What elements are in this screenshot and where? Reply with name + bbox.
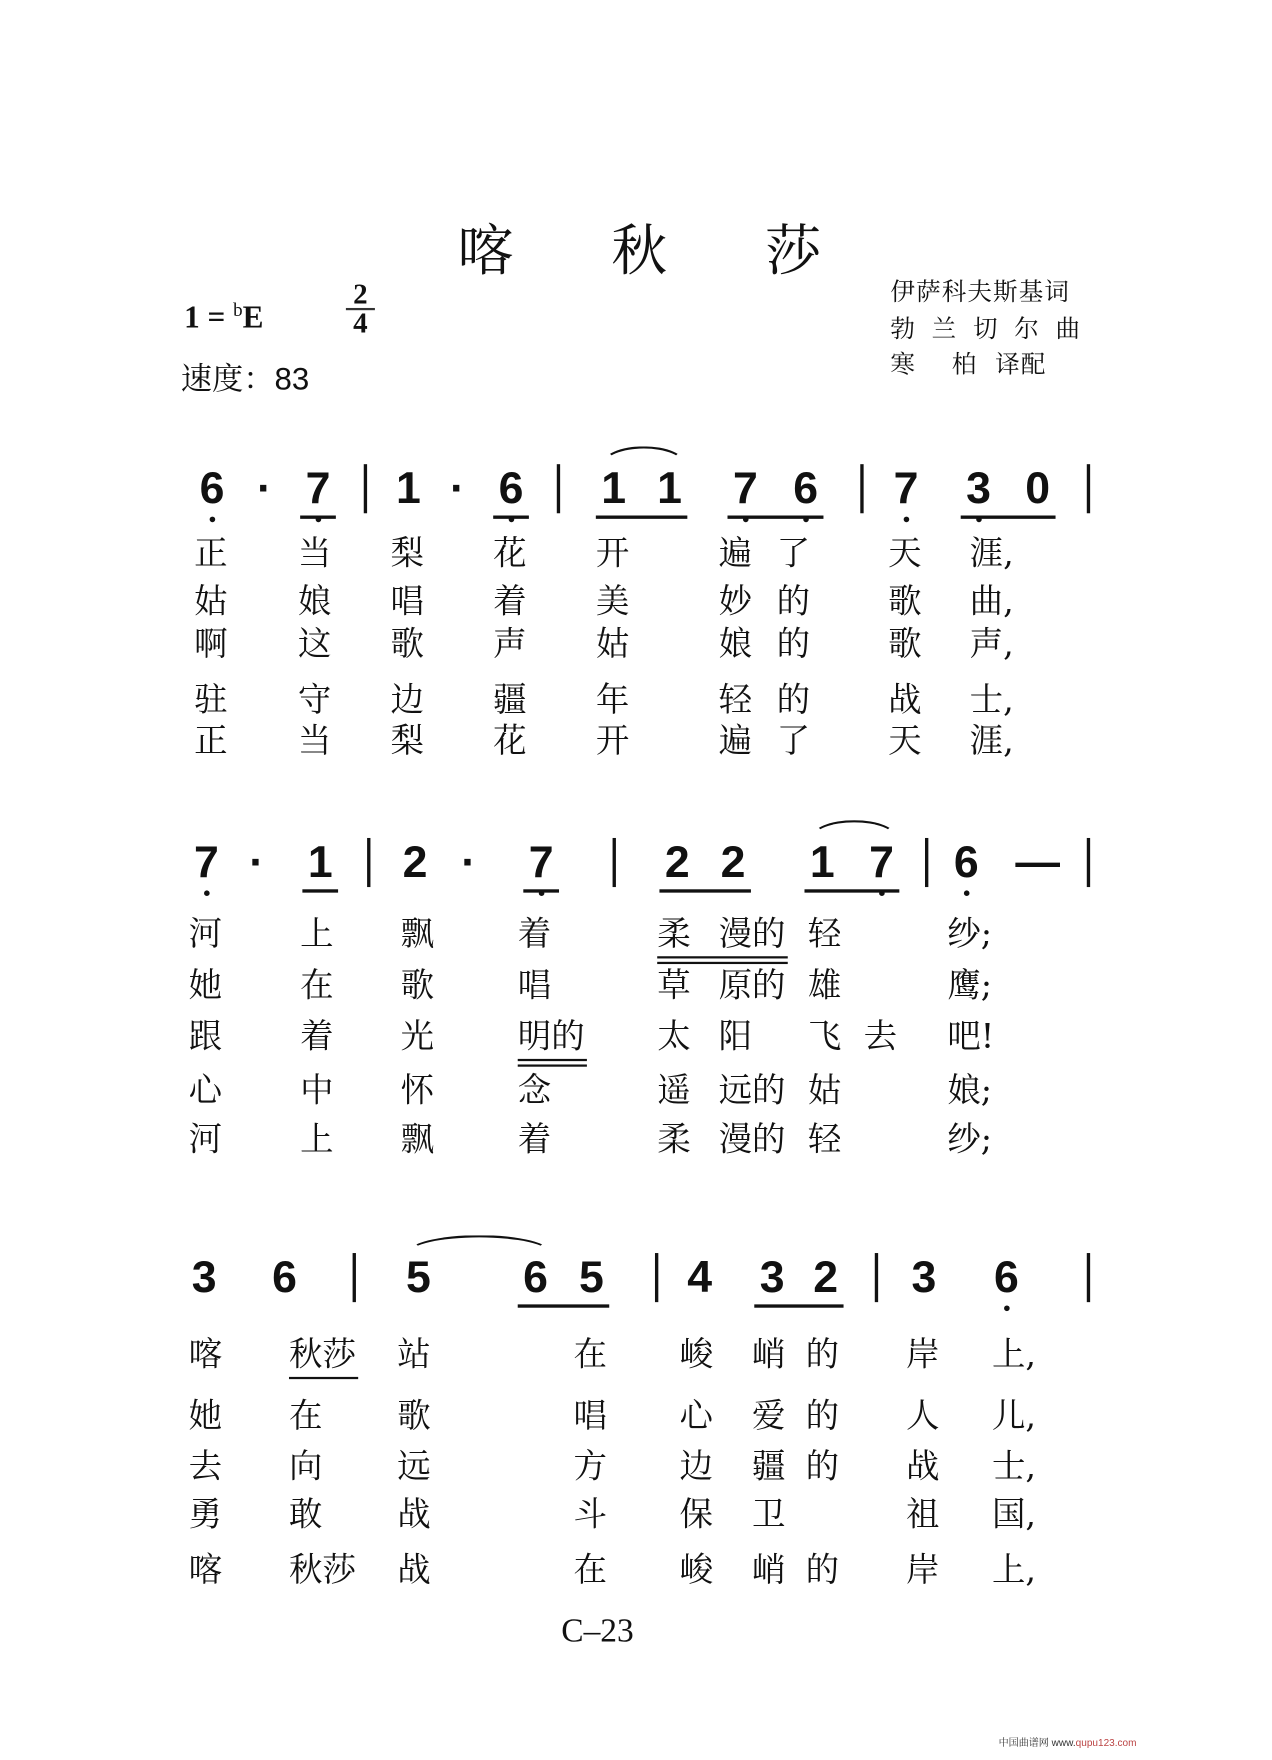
lyric-char: 花 bbox=[493, 721, 527, 761]
lyric-char: 爱 bbox=[752, 1396, 786, 1437]
lyric-char: 遍 bbox=[718, 721, 753, 761]
note: 1 bbox=[809, 837, 835, 888]
note: 7 bbox=[733, 466, 758, 511]
lyric-char: 的 bbox=[776, 624, 811, 664]
barline bbox=[1087, 464, 1090, 513]
flat-sign: b bbox=[233, 299, 243, 321]
lyric-char: 飞 bbox=[807, 1017, 842, 1057]
underline-beam bbox=[804, 889, 899, 892]
lyric-char: 秋莎 bbox=[288, 1335, 356, 1375]
underline-beam bbox=[596, 515, 687, 518]
note: 6 bbox=[200, 466, 225, 511]
note: 2 bbox=[813, 1253, 839, 1303]
note: 1 bbox=[307, 837, 333, 888]
lyric-char: 疆 bbox=[493, 680, 527, 720]
key-signature bbox=[184, 299, 263, 336]
low-octave-dot bbox=[204, 890, 210, 896]
lyric-char: 上 bbox=[300, 1120, 334, 1160]
underline-beam bbox=[302, 889, 338, 892]
note: 2 bbox=[402, 837, 428, 888]
watermark-site: qupu123.com bbox=[1075, 1737, 1137, 1749]
note: 6 bbox=[272, 1253, 297, 1303]
barline bbox=[1087, 1253, 1090, 1302]
note: 7 bbox=[869, 840, 894, 885]
lyric-char: 驻 bbox=[194, 680, 228, 720]
lyric-char: 曲, bbox=[969, 582, 1014, 622]
lyric-char: 岸 bbox=[906, 1335, 940, 1375]
lyric-char: 战 bbox=[397, 1495, 431, 1535]
lyric-char: 在 bbox=[300, 966, 334, 1006]
lyric-char: 吧! bbox=[947, 1017, 995, 1057]
lyric-underline bbox=[657, 962, 788, 964]
note: 1 bbox=[395, 464, 421, 514]
lyric-char: 峻 bbox=[679, 1335, 713, 1375]
lyric-char: 当 bbox=[297, 534, 332, 574]
lyric-char: 祖 bbox=[906, 1495, 940, 1535]
barline bbox=[1087, 838, 1090, 887]
dot-extension: · bbox=[461, 837, 477, 888]
lyric-char: 漫的 bbox=[718, 914, 786, 955]
lyric-char: 姑 bbox=[595, 624, 630, 664]
dot-extension: · bbox=[257, 464, 272, 514]
lyric-char: 向 bbox=[288, 1447, 323, 1487]
barline bbox=[655, 1253, 658, 1302]
lyric-char: 姑 bbox=[807, 1071, 842, 1111]
lyric-char: 边 bbox=[679, 1447, 713, 1487]
barline bbox=[353, 1253, 356, 1302]
lyric-char: 怀 bbox=[400, 1071, 435, 1111]
lyric-char: 的 bbox=[805, 1335, 840, 1375]
lyric-char: 原的 bbox=[718, 966, 786, 1006]
underline-beam bbox=[493, 515, 529, 518]
translator-credit: 寒 柏 译配 bbox=[890, 351, 1047, 380]
lyric-char: 峭 bbox=[752, 1335, 786, 1375]
lyric-char: 开 bbox=[595, 534, 630, 574]
lyric-char: 的 bbox=[805, 1396, 840, 1437]
lyric-char: 飘 bbox=[400, 1120, 435, 1160]
note: 2 bbox=[720, 837, 746, 888]
lyric-char: 方 bbox=[573, 1447, 607, 1487]
note: 1 bbox=[601, 464, 627, 514]
note: 6 bbox=[994, 1255, 1019, 1300]
lyric-char: 去 bbox=[188, 1447, 223, 1487]
lyric-char: 着 bbox=[517, 914, 552, 955]
lyric-char: 声, bbox=[969, 624, 1014, 664]
lyric-char: 战 bbox=[888, 680, 922, 720]
note: 6 bbox=[954, 840, 979, 885]
note: 1 bbox=[657, 464, 682, 514]
lyric-char: 峭 bbox=[752, 1550, 786, 1591]
lyric-char: 秋莎 bbox=[288, 1550, 356, 1591]
lyric-char: 了 bbox=[776, 534, 811, 574]
note: 7 bbox=[194, 840, 219, 885]
note: 3 bbox=[966, 466, 991, 511]
key-prefix: 1 = bbox=[184, 300, 234, 336]
lyric-char: 娘 bbox=[297, 582, 332, 622]
lyric-char: 岸 bbox=[906, 1550, 940, 1591]
lyric-char: 心 bbox=[679, 1396, 713, 1437]
lyric-char: 的 bbox=[776, 582, 811, 622]
lyric-char: 轻 bbox=[718, 680, 753, 720]
note: 3 bbox=[911, 1253, 937, 1303]
lyric-char: 明的 bbox=[517, 1017, 585, 1057]
lyric-char: 年 bbox=[595, 680, 630, 720]
lyric-char: 当 bbox=[297, 721, 332, 761]
lyric-char: 光 bbox=[400, 1017, 435, 1057]
lyric-char: 草 bbox=[657, 966, 691, 1006]
barline bbox=[925, 838, 928, 887]
lyric-char: 天 bbox=[888, 534, 922, 574]
lyric-char: 纱; bbox=[947, 914, 993, 955]
lyric-char: 她 bbox=[188, 966, 223, 1006]
lyric-char: 去 bbox=[863, 1017, 898, 1057]
lyric-char: 疆 bbox=[752, 1447, 786, 1487]
slur bbox=[603, 446, 686, 464]
dash-extension: — bbox=[1015, 837, 1061, 888]
lyric-char: 着 bbox=[493, 582, 527, 622]
note: 6 bbox=[523, 1253, 548, 1303]
lyric-char: 着 bbox=[300, 1017, 334, 1057]
barline bbox=[364, 464, 367, 513]
lyric-char: 唱 bbox=[573, 1396, 607, 1437]
lyric-char: 歌 bbox=[888, 624, 922, 664]
barline bbox=[860, 464, 863, 513]
watermark-text: 中国曲谱网 www. bbox=[998, 1737, 1076, 1749]
lyric-char: 妙 bbox=[718, 582, 753, 622]
key-note: E bbox=[242, 300, 264, 336]
lyric-char: 在 bbox=[573, 1335, 607, 1375]
lyric-char: 娘 bbox=[718, 624, 753, 664]
lyric-char: 儿, bbox=[991, 1396, 1037, 1437]
note: 0 bbox=[1025, 464, 1051, 514]
page-number: C–23 bbox=[561, 1612, 634, 1650]
lyric-char: 姑 bbox=[194, 582, 228, 622]
time-sig-top: 2 bbox=[353, 277, 368, 311]
time-sig-bottom: 4 bbox=[353, 306, 368, 340]
lyric-char: 声 bbox=[493, 624, 527, 664]
lyric-char: 上 bbox=[300, 914, 334, 955]
lyric-char: 远 bbox=[397, 1447, 431, 1487]
lyric-char: 斗 bbox=[573, 1495, 607, 1535]
note: 7 bbox=[306, 466, 331, 511]
lyric-char: 在 bbox=[573, 1550, 607, 1591]
lyric-char: 正 bbox=[194, 534, 228, 574]
lyric-char: 喀 bbox=[188, 1335, 223, 1375]
low-octave-dot bbox=[964, 890, 970, 896]
lyric-char: 柔 bbox=[657, 1120, 691, 1160]
lyric-char: 歌 bbox=[390, 624, 425, 664]
lyric-char: 太 bbox=[657, 1017, 691, 1057]
lyric-char: 遍 bbox=[718, 534, 753, 574]
time-signature bbox=[346, 277, 375, 340]
lyric-char: 峻 bbox=[679, 1550, 713, 1591]
lyric-char: 的 bbox=[805, 1447, 840, 1487]
lyric-underline bbox=[518, 1059, 587, 1061]
lyric-char: 上, bbox=[991, 1335, 1037, 1375]
dot-extension: · bbox=[450, 464, 465, 514]
lyric-char: 阳 bbox=[718, 1017, 753, 1057]
lyric-char: 河 bbox=[188, 1120, 223, 1160]
lyric-char: 啊 bbox=[194, 624, 228, 664]
lyric-char: 敢 bbox=[288, 1495, 323, 1535]
song-title: 喀 秋 莎 bbox=[457, 218, 862, 284]
lyric-char: 着 bbox=[517, 1120, 552, 1160]
note: 3 bbox=[191, 1253, 217, 1303]
lyric-char: 歌 bbox=[888, 582, 922, 622]
lyric-char: 梨 bbox=[390, 534, 425, 574]
lyric-char: 战 bbox=[906, 1447, 940, 1487]
lyric-char: 梨 bbox=[390, 721, 425, 761]
underline-beam bbox=[518, 1304, 609, 1307]
lyricist-credit: 伊萨科夫斯基词 bbox=[890, 278, 1071, 307]
lyric-char: 唱 bbox=[517, 966, 552, 1006]
lyric-char: 上, bbox=[991, 1550, 1037, 1591]
tempo: 速度：83 bbox=[180, 361, 310, 397]
note: 6 bbox=[499, 466, 524, 511]
lyric-char: 人 bbox=[906, 1396, 940, 1437]
lyric-char: 的 bbox=[805, 1550, 840, 1591]
lyric-char: 歌 bbox=[400, 966, 435, 1006]
lyric-char: 遥 bbox=[657, 1071, 691, 1111]
lyric-char: 开 bbox=[595, 721, 630, 761]
lyric-char: 卫 bbox=[752, 1495, 786, 1535]
low-octave-dot bbox=[210, 517, 216, 523]
lyric-char: 纱; bbox=[947, 1120, 993, 1160]
lyric-char: 漫的 bbox=[718, 1120, 786, 1160]
barline bbox=[557, 464, 560, 513]
note: 7 bbox=[529, 840, 554, 885]
underline-beam bbox=[728, 515, 824, 518]
lyric-underline bbox=[518, 1064, 587, 1066]
lyric-char: 她 bbox=[188, 1396, 223, 1437]
lyric-char: 娘; bbox=[947, 1071, 993, 1111]
barline bbox=[875, 1253, 878, 1302]
lyric-char: 士, bbox=[969, 680, 1014, 720]
lyric-char: 轻 bbox=[807, 1120, 842, 1160]
slur bbox=[811, 820, 897, 838]
underline-beam bbox=[754, 1304, 843, 1307]
lyric-char: 守 bbox=[297, 680, 332, 720]
low-octave-dot bbox=[904, 517, 910, 523]
watermark bbox=[999, 1735, 1137, 1750]
composer-credit: 勃 兰 切 尔 曲 bbox=[890, 315, 1085, 344]
lyric-char: 涯, bbox=[969, 534, 1014, 574]
lyric-char: 在 bbox=[288, 1396, 323, 1437]
lyric-char: 喀 bbox=[188, 1550, 223, 1591]
lyric-char: 保 bbox=[679, 1495, 713, 1535]
lyric-char: 这 bbox=[297, 624, 332, 664]
lyric-char: 唱 bbox=[390, 582, 425, 622]
lyric-char: 站 bbox=[397, 1335, 431, 1375]
lyric-char: 雄 bbox=[807, 966, 842, 1006]
lyric-char: 勇 bbox=[188, 1495, 223, 1535]
lyric-underline bbox=[289, 1377, 358, 1379]
note: 3 bbox=[759, 1253, 785, 1303]
note: 4 bbox=[687, 1253, 713, 1303]
lyric-char: 鹰; bbox=[947, 966, 993, 1006]
underline-beam bbox=[300, 515, 336, 518]
slur bbox=[407, 1235, 551, 1253]
lyric-char: 花 bbox=[493, 534, 527, 574]
lyric-char: 士, bbox=[991, 1447, 1037, 1487]
lyric-char: 跟 bbox=[188, 1017, 223, 1057]
underline-beam bbox=[659, 889, 750, 892]
lyric-char: 涯, bbox=[969, 721, 1014, 761]
lyric-char: 轻 bbox=[807, 914, 842, 955]
barline bbox=[367, 838, 370, 887]
lyric-char: 中 bbox=[300, 1071, 334, 1111]
lyric-char: 天 bbox=[888, 721, 922, 761]
lyric-char: 了 bbox=[776, 721, 811, 761]
lyric-char: 心 bbox=[188, 1071, 223, 1111]
lyric-char: 歌 bbox=[397, 1396, 431, 1437]
lyric-char: 远的 bbox=[718, 1071, 786, 1111]
barline bbox=[613, 838, 616, 887]
underline-beam bbox=[961, 515, 1056, 518]
note: 5 bbox=[578, 1253, 604, 1303]
lyric-char: 河 bbox=[188, 914, 223, 955]
lyric-char: 正 bbox=[194, 721, 228, 761]
low-octave-dot bbox=[1004, 1305, 1010, 1311]
lyric-char: 国, bbox=[991, 1495, 1037, 1535]
note: 2 bbox=[664, 837, 690, 888]
note: 5 bbox=[406, 1253, 431, 1303]
note: 7 bbox=[894, 466, 919, 511]
lyric-underline bbox=[657, 956, 788, 958]
lyric-char: 战 bbox=[397, 1550, 431, 1591]
lyric-char: 的 bbox=[776, 680, 811, 720]
lyric-char: 美 bbox=[595, 582, 630, 622]
lyric-char: 念 bbox=[517, 1071, 552, 1111]
dot-extension: · bbox=[249, 837, 265, 888]
lyric-char: 飘 bbox=[400, 914, 435, 955]
note: 6 bbox=[793, 466, 818, 511]
lyric-char: 柔 bbox=[657, 914, 691, 955]
lyric-char: 边 bbox=[390, 680, 425, 720]
underline-beam bbox=[523, 889, 559, 892]
